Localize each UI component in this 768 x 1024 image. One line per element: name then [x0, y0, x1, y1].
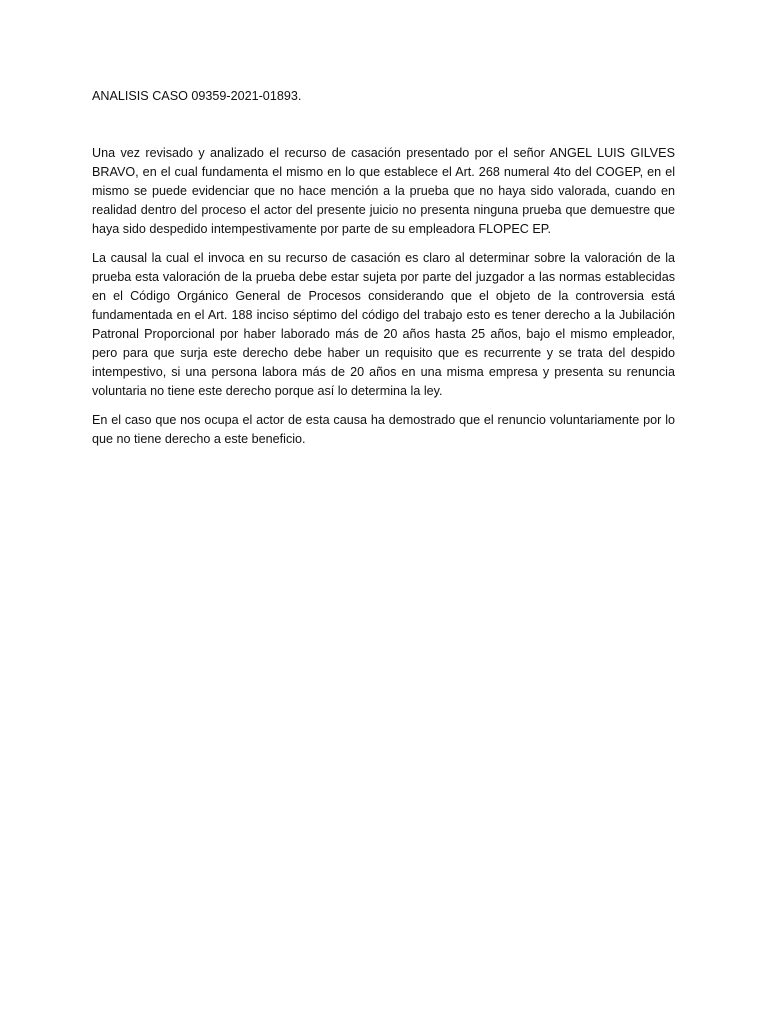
document-body	[92, 87, 675, 459]
document-title: ANALISIS CASO 09359-2021-01893.	[92, 89, 302, 103]
paragraph-1: Una vez revisado y analizado el recurso de casación presentado por el señor ANGEL LUIS GILVES BRAVO, en el cual fundamenta el mismo en lo que establece el Art. 268 numeral 4to del COGEP, en el mismo se puede evidenciar que no hace mención a la prueba que no haya sido valorada, cuando en realidad dentro del proceso el actor del presente juicio no presenta ninguna prueba que demuestre que haya sido despedido intempestivamente por parte de su empleadora FLOPEC EP.	[92, 146, 675, 236]
paragraph-2: La causal la cual el invoca en su recurso de casación es claro al determinar sobre la valoración de la prueba esta valoración de la prueba debe estar sujeta por parte del juzgador a las normas establecidas en el Código Orgánico General de Procesos considerando que el objeto de la controversia está fundamentada en el Art. 188 inciso séptimo del código del trabajo esto es tener derecho a la Jubilación Patronal Proporcional por haber laborado más de 20 años hasta 25 años, bajo el mismo empleador, pero para que surja este derecho debe haber un requisito que es recurrente y se trata del despido intempestivo, si una persona labora más de 20 años en una misma empresa y presenta su renuncia voluntaria no tiene este derecho porque así lo determina la ley.	[92, 251, 675, 398]
paragraph-3: En el caso que nos ocupa el actor de esta causa ha demostrado que el renuncio voluntariamente por lo que no tiene derecho a este beneficio.	[92, 413, 675, 446]
